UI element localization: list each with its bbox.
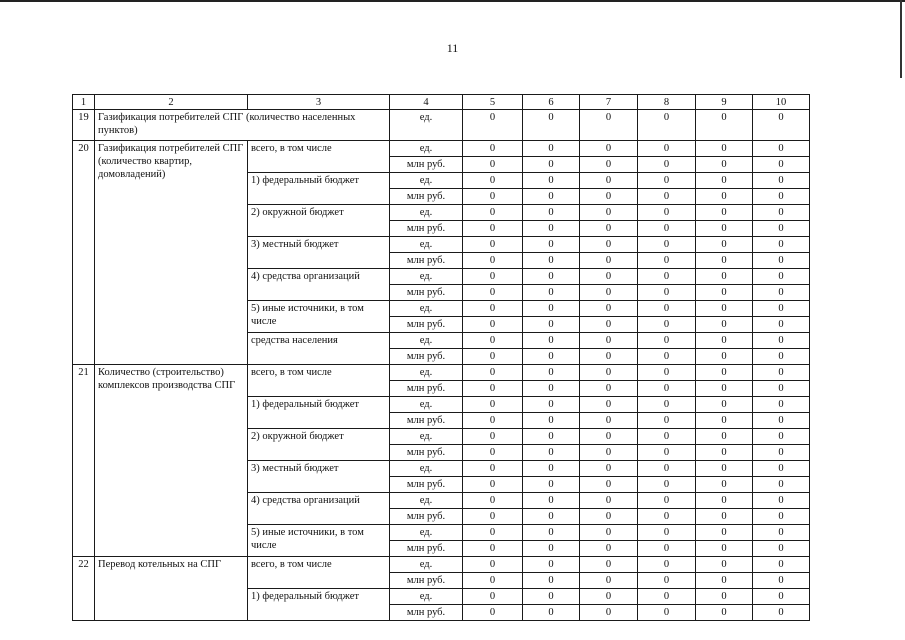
value-cell: 0 [523, 269, 580, 285]
value-cell: 0 [638, 285, 696, 301]
value-cell: 0 [638, 173, 696, 189]
funding-source: 3) местный бюджет [248, 237, 390, 269]
unit-cell: ед. [390, 525, 463, 541]
value-cell: 0 [753, 237, 810, 253]
table-row [73, 141, 810, 157]
unit-cell: млн руб. [390, 541, 463, 557]
value-cell: 0 [638, 269, 696, 285]
unit-cell: млн руб. [390, 221, 463, 237]
value-cell: 0 [463, 365, 523, 381]
value-cell: 0 [753, 205, 810, 221]
value-cell: 0 [463, 221, 523, 237]
value-cell: 0 [696, 205, 753, 221]
value-cell: 0 [753, 429, 810, 445]
unit-cell: ед. [390, 333, 463, 349]
value-cell: 0 [696, 381, 753, 397]
value-cell: 0 [523, 509, 580, 525]
value-cell: 0 [638, 221, 696, 237]
value-cell: 0 [580, 333, 638, 349]
value-cell: 0 [696, 301, 753, 317]
table-row [73, 110, 810, 141]
header-cell: 4 [390, 95, 463, 110]
value-cell: 0 [753, 461, 810, 477]
value-cell: 0 [753, 541, 810, 557]
row-name: Перевод котельных на СПГ [95, 557, 248, 621]
value-cell: 0 [523, 381, 580, 397]
value-cell: 0 [463, 413, 523, 429]
value-cell: 0 [463, 509, 523, 525]
value-cell: 0 [463, 589, 523, 605]
value-cell: 0 [463, 317, 523, 333]
value-cell: 0 [580, 205, 638, 221]
value-cell: 0 [523, 110, 580, 141]
value-cell: 0 [523, 397, 580, 413]
value-cell: 0 [638, 333, 696, 349]
value-cell: 0 [463, 429, 523, 445]
value-cell: 0 [523, 461, 580, 477]
value-cell: 0 [753, 189, 810, 205]
funding-source: всего, в том числе [248, 365, 390, 397]
row-number: 22 [73, 557, 95, 621]
data-table [72, 94, 810, 621]
value-cell: 0 [523, 413, 580, 429]
value-cell: 0 [696, 237, 753, 253]
table-row [73, 557, 810, 573]
value-cell: 0 [463, 333, 523, 349]
value-cell: 0 [580, 157, 638, 173]
value-cell: 0 [523, 285, 580, 301]
page-top-border [0, 0, 905, 2]
value-cell: 0 [523, 349, 580, 365]
funding-source: 1) федеральный бюджет [248, 397, 390, 429]
value-cell: 0 [580, 461, 638, 477]
value-cell: 0 [463, 173, 523, 189]
value-cell: 0 [638, 589, 696, 605]
header-cell: 3 [248, 95, 390, 110]
value-cell: 0 [638, 301, 696, 317]
unit-cell: млн руб. [390, 509, 463, 525]
header-cell: 7 [580, 95, 638, 110]
value-cell: 0 [696, 141, 753, 157]
value-cell: 0 [580, 237, 638, 253]
value-cell: 0 [463, 493, 523, 509]
value-cell: 0 [696, 525, 753, 541]
value-cell: 0 [638, 493, 696, 509]
value-cell: 0 [696, 589, 753, 605]
value-cell: 0 [638, 429, 696, 445]
value-cell: 0 [638, 541, 696, 557]
value-cell: 0 [638, 509, 696, 525]
value-cell: 0 [753, 157, 810, 173]
funding-source: средства населения [248, 333, 390, 365]
value-cell: 0 [580, 557, 638, 573]
value-cell: 0 [523, 477, 580, 493]
value-cell: 0 [753, 381, 810, 397]
header-cell: 1 [73, 95, 95, 110]
unit-cell: млн руб. [390, 317, 463, 333]
value-cell: 0 [696, 413, 753, 429]
row-number: 19 [73, 110, 95, 141]
value-cell: 0 [696, 317, 753, 333]
value-cell: 0 [696, 189, 753, 205]
header-row [73, 95, 810, 110]
value-cell: 0 [523, 157, 580, 173]
unit-cell: ед. [390, 461, 463, 477]
value-cell: 0 [523, 429, 580, 445]
value-cell: 0 [580, 509, 638, 525]
value-cell: 0 [696, 509, 753, 525]
unit-cell: млн руб. [390, 285, 463, 301]
value-cell: 0 [696, 573, 753, 589]
value-cell: 0 [463, 381, 523, 397]
value-cell: 0 [580, 413, 638, 429]
value-cell: 0 [638, 381, 696, 397]
value-cell: 0 [753, 557, 810, 573]
header-cell: 2 [95, 95, 248, 110]
value-cell: 0 [753, 253, 810, 269]
funding-source: 5) иные источники, в том числе [248, 301, 390, 333]
value-cell: 0 [696, 429, 753, 445]
value-cell: 0 [463, 269, 523, 285]
value-cell: 0 [696, 333, 753, 349]
value-cell: 0 [580, 541, 638, 557]
value-cell: 0 [753, 285, 810, 301]
value-cell: 0 [753, 221, 810, 237]
unit-cell: ед. [390, 429, 463, 445]
value-cell: 0 [580, 429, 638, 445]
unit-cell: ед. [390, 589, 463, 605]
value-cell: 0 [523, 573, 580, 589]
table-row [73, 365, 810, 381]
value-cell: 0 [696, 477, 753, 493]
value-cell: 0 [580, 445, 638, 461]
value-cell: 0 [638, 445, 696, 461]
value-cell: 0 [638, 253, 696, 269]
value-cell: 0 [463, 573, 523, 589]
value-cell: 0 [463, 237, 523, 253]
value-cell: 0 [753, 573, 810, 589]
value-cell: 0 [696, 397, 753, 413]
unit-cell: млн руб. [390, 253, 463, 269]
value-cell: 0 [638, 110, 696, 141]
value-cell: 0 [463, 205, 523, 221]
value-cell: 0 [638, 141, 696, 157]
value-cell: 0 [523, 141, 580, 157]
value-cell: 0 [463, 461, 523, 477]
value-cell: 0 [696, 445, 753, 461]
value-cell: 0 [753, 333, 810, 349]
page-number: 11 [446, 41, 459, 55]
value-cell: 0 [638, 349, 696, 365]
value-cell: 0 [523, 189, 580, 205]
header-cell: 10 [753, 95, 810, 110]
value-cell: 0 [753, 525, 810, 541]
value-cell: 0 [523, 525, 580, 541]
unit-cell: ед. [390, 493, 463, 509]
value-cell: 0 [463, 397, 523, 413]
value-cell: 0 [638, 573, 696, 589]
header-cell: 8 [638, 95, 696, 110]
value-cell: 0 [463, 349, 523, 365]
value-cell: 0 [753, 269, 810, 285]
value-cell: 0 [523, 445, 580, 461]
header-cell: 9 [696, 95, 753, 110]
funding-source: всего, в том числе [248, 141, 390, 173]
unit-cell: ед. [390, 205, 463, 221]
value-cell: 0 [753, 110, 810, 141]
funding-source: 1) федеральный бюджет [248, 589, 390, 621]
value-cell: 0 [580, 365, 638, 381]
value-cell: 0 [638, 157, 696, 173]
value-cell: 0 [523, 301, 580, 317]
value-cell: 0 [638, 317, 696, 333]
value-cell: 0 [753, 477, 810, 493]
unit-cell: ед. [390, 365, 463, 381]
value-cell: 0 [696, 285, 753, 301]
value-cell: 0 [753, 141, 810, 157]
unit-cell: млн руб. [390, 349, 463, 365]
value-cell: 0 [580, 110, 638, 141]
value-cell: 0 [523, 333, 580, 349]
unit-cell: млн руб. [390, 189, 463, 205]
value-cell: 0 [523, 605, 580, 621]
row-number: 20 [73, 141, 95, 365]
value-cell: 0 [753, 413, 810, 429]
value-cell: 0 [696, 157, 753, 173]
row-name: Газификация потребителей СПГ (количество квартир, домовладений) [95, 141, 248, 365]
page-right-border [900, 0, 902, 78]
value-cell: 0 [638, 461, 696, 477]
value-cell: 0 [753, 509, 810, 525]
value-cell: 0 [580, 141, 638, 157]
value-cell: 0 [696, 557, 753, 573]
value-cell: 0 [523, 317, 580, 333]
unit-cell: ед. [390, 237, 463, 253]
unit-cell: ед. [390, 141, 463, 157]
value-cell: 0 [580, 253, 638, 269]
value-cell: 0 [463, 301, 523, 317]
value-cell: 0 [523, 253, 580, 269]
value-cell: 0 [638, 205, 696, 221]
unit-cell: ед. [390, 557, 463, 573]
value-cell: 0 [696, 541, 753, 557]
unit-cell: млн руб. [390, 477, 463, 493]
value-cell: 0 [580, 317, 638, 333]
value-cell: 0 [638, 397, 696, 413]
value-cell: 0 [696, 253, 753, 269]
value-cell: 0 [463, 285, 523, 301]
value-cell: 0 [523, 237, 580, 253]
funding-source: 4) средства организаций [248, 269, 390, 301]
value-cell: 0 [463, 157, 523, 173]
value-cell: 0 [638, 237, 696, 253]
unit-cell: ед. [390, 397, 463, 413]
value-cell: 0 [696, 605, 753, 621]
unit-cell: ед. [390, 301, 463, 317]
value-cell: 0 [696, 493, 753, 509]
value-cell: 0 [753, 589, 810, 605]
value-cell: 0 [696, 349, 753, 365]
value-cell: 0 [638, 477, 696, 493]
header-cell: 6 [523, 95, 580, 110]
value-cell: 0 [753, 349, 810, 365]
unit-cell: млн руб. [390, 381, 463, 397]
value-cell: 0 [463, 110, 523, 141]
funding-source: 1) федеральный бюджет [248, 173, 390, 205]
value-cell: 0 [523, 221, 580, 237]
value-cell: 0 [580, 573, 638, 589]
value-cell: 0 [463, 557, 523, 573]
value-cell: 0 [638, 189, 696, 205]
value-cell: 0 [696, 461, 753, 477]
funding-source: 2) окружной бюджет [248, 205, 390, 237]
value-cell: 0 [523, 173, 580, 189]
value-cell: 0 [463, 189, 523, 205]
value-cell: 0 [580, 525, 638, 541]
value-cell: 0 [463, 541, 523, 557]
value-cell: 0 [638, 365, 696, 381]
value-cell: 0 [696, 269, 753, 285]
unit-cell: млн руб. [390, 445, 463, 461]
value-cell: 0 [753, 365, 810, 381]
value-cell: 0 [463, 253, 523, 269]
value-cell: 0 [580, 493, 638, 509]
value-cell: 0 [580, 269, 638, 285]
value-cell: 0 [523, 365, 580, 381]
value-cell: 0 [753, 397, 810, 413]
unit-cell: ед. [390, 173, 463, 189]
unit-cell: млн руб. [390, 157, 463, 173]
value-cell: 0 [580, 381, 638, 397]
value-cell: 0 [523, 541, 580, 557]
unit-cell: ед. [390, 110, 463, 141]
value-cell: 0 [580, 589, 638, 605]
value-cell: 0 [580, 189, 638, 205]
value-cell: 0 [696, 221, 753, 237]
value-cell: 0 [580, 285, 638, 301]
value-cell: 0 [580, 477, 638, 493]
value-cell: 0 [580, 605, 638, 621]
value-cell: 0 [580, 221, 638, 237]
value-cell: 0 [523, 205, 580, 221]
unit-cell: млн руб. [390, 573, 463, 589]
value-cell: 0 [463, 605, 523, 621]
value-cell: 0 [753, 493, 810, 509]
funding-source: 4) средства организаций [248, 493, 390, 525]
value-cell: 0 [580, 397, 638, 413]
value-cell: 0 [580, 301, 638, 317]
unit-cell: млн руб. [390, 605, 463, 621]
value-cell: 0 [753, 301, 810, 317]
value-cell: 0 [580, 173, 638, 189]
row-name: Количество (строительство) комплексов производства СПГ [95, 365, 248, 557]
value-cell: 0 [638, 557, 696, 573]
funding-source: 3) местный бюджет [248, 461, 390, 493]
funding-source: 5) иные источники, в том числе [248, 525, 390, 557]
value-cell: 0 [523, 589, 580, 605]
value-cell: 0 [753, 317, 810, 333]
unit-cell: ед. [390, 269, 463, 285]
unit-cell: млн руб. [390, 413, 463, 429]
row-name: Газификация потребителей СПГ (количество населенных пунктов) [95, 110, 390, 141]
value-cell: 0 [463, 477, 523, 493]
value-cell: 0 [638, 413, 696, 429]
row-number: 21 [73, 365, 95, 557]
value-cell: 0 [753, 445, 810, 461]
value-cell: 0 [580, 349, 638, 365]
value-cell: 0 [523, 557, 580, 573]
value-cell: 0 [696, 173, 753, 189]
funding-source: 2) окружной бюджет [248, 429, 390, 461]
value-cell: 0 [696, 110, 753, 141]
value-cell: 0 [463, 525, 523, 541]
funding-source: всего, в том числе [248, 557, 390, 589]
header-cell: 5 [463, 95, 523, 110]
value-cell: 0 [753, 605, 810, 621]
value-cell: 0 [638, 605, 696, 621]
value-cell: 0 [523, 493, 580, 509]
value-cell: 0 [463, 445, 523, 461]
value-cell: 0 [638, 525, 696, 541]
value-cell: 0 [696, 365, 753, 381]
value-cell: 0 [463, 141, 523, 157]
value-cell: 0 [753, 173, 810, 189]
